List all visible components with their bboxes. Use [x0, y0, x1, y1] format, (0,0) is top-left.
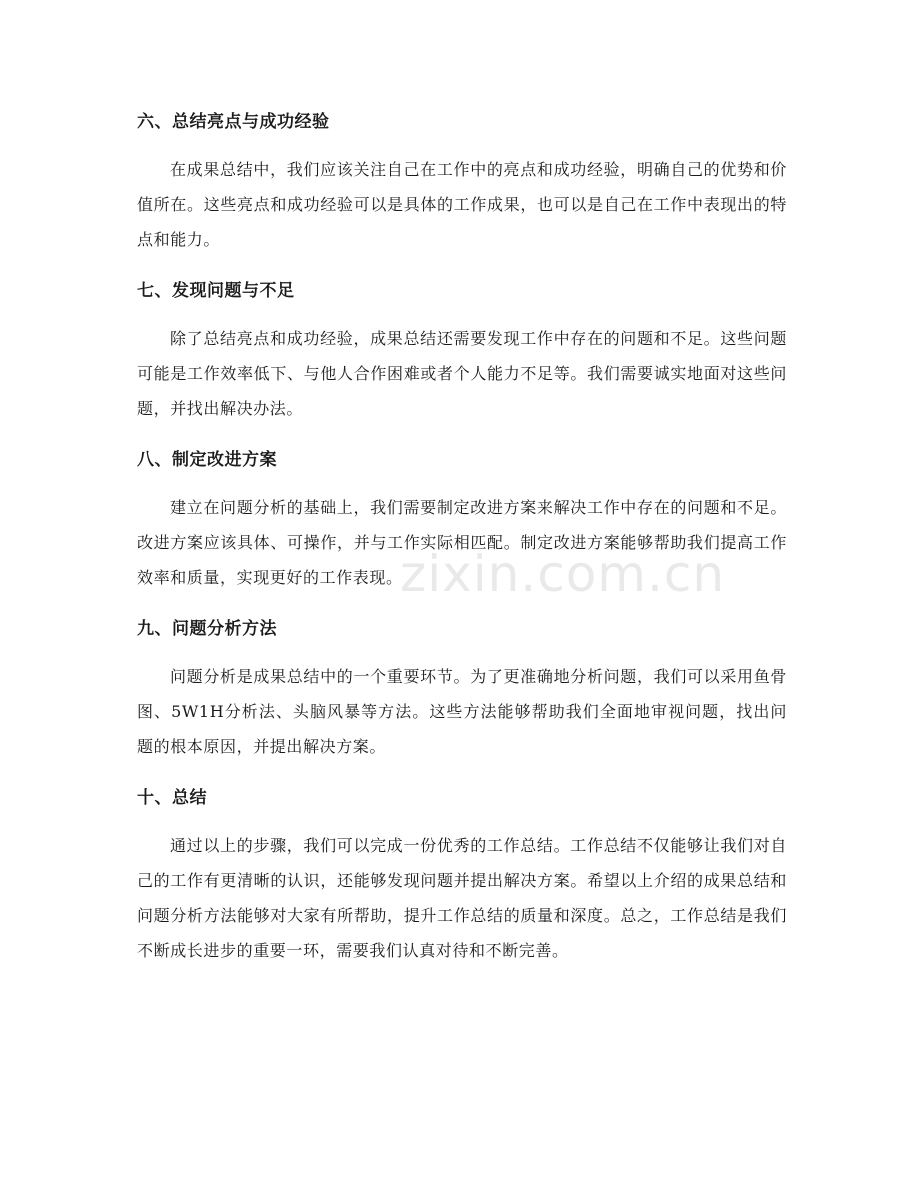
section-6: [137, 104, 787, 257]
section-paragraph: 除了总结亮点和成功经验，成果总结还需要发现工作中存在的问题和不足。这些问题可能是工作效率低下、与他人合作困难或者个人能力不足等。我们需要诚实地面对这些问题，并找出解决办法。: [137, 329, 787, 418]
section-7: [137, 273, 787, 426]
section-heading: 九、问题分析方法: [137, 619, 277, 639]
section-heading: 十、总结: [137, 788, 207, 808]
document-body: [137, 104, 787, 984]
section-9: [137, 611, 787, 764]
section-paragraph: 在成果总结中，我们应该关注自己在工作中的亮点和成功经验，明确自己的优势和价值所在。这些亮点和成功经验可以是具体的工作成果，也可以是自己在工作中表现出的特点和能力。: [137, 160, 787, 249]
section-heading: 七、发现问题与不足: [137, 281, 295, 301]
section-heading: 八、制定改进方案: [137, 450, 277, 470]
section-heading: 六、总结亮点与成功经验: [137, 112, 330, 132]
section-paragraph: 建立在问题分析的基础上，我们需要制定改进方案来解决工作中存在的问题和不足。改进方案应该具体、可操作，并与工作实际相匹配。制定改进方案能够帮助我们提高工作效率和质量，实现更好的工作表现。: [137, 498, 787, 587]
section-paragraph: 通过以上的步骤，我们可以完成一份优秀的工作总结。工作总结不仅能够让我们对自己的工作有更清晰的认识，还能够发现问题并提出解决方案。希望以上介绍的成果总结和问题分析方法能够对大家有所帮助，提升工作总结的质量和深度。总之，工作总结是我们不断成长进步的重要一环，需要我们认真对待和不断完善。: [137, 836, 787, 960]
watermark-text: zixin.com.cn: [400, 545, 726, 603]
section-10: [137, 780, 787, 968]
section-paragraph: 问题分析是成果总结中的一个重要环节。为了更准确地分析问题，我们可以采用鱼骨图、5W1H分析法、头脑风暴等方法。这些方法能够帮助我们全面地审视问题，找出问题的根本原因，并提出解决方案。: [137, 667, 787, 756]
section-8: [137, 442, 787, 595]
